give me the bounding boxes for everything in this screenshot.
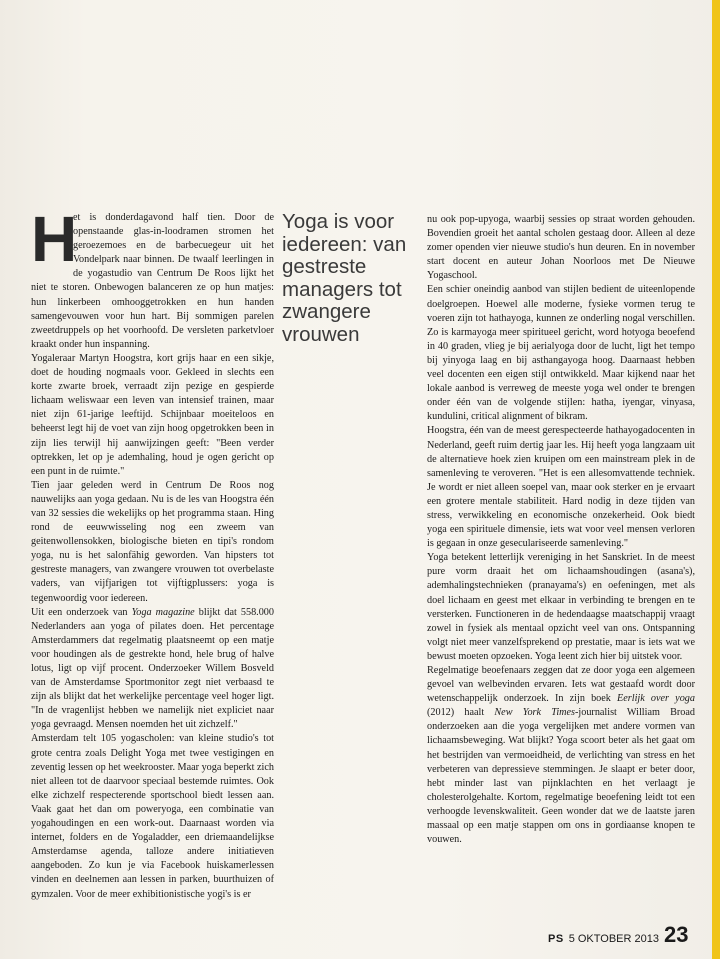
- article-paragraph: Tien jaar geleden werd in Centrum De Roos nog nauwelijks aan yoga gedaan. Nu is de les van Hoogstra één van 32 sessies die wekelijks op het programma staan. Hing rond de eeuwwisseling nog een zweem van geitenwollensokken, biologische bieten en tipi's rondom yoga, nu is het salonfähig geworden. Van hipsters tot gestreste managers, van zwangere vrouwen tot overbelaste vaders, van vijfjarigen tot vijftigplussers: yoga is tegenwoordig voor iedereen.: [31, 479, 274, 604]
- yellow-page-edge: [712, 0, 720, 959]
- article-paragraph: Hoogstra, één van de meest gerespecteerde hathayogadocenten in Nederland, geeft ruim dertig jaar les. Hij heeft yoga langzaam uit de alternatieve hoek zien kruipen om een mainstream plek in de samenleving te veroveren. "Het is een allesomvattende techniek. Je wordt er niet alleen soepel van, maar ook sterker en je ervaart een grotere mentale stabiliteit. Hard nodig in deze tijden van stress, verwikkeling en economische onzekerheid. Ook biedt yoga een spirituele dimensie, iets wat voor veel mensen verloren is gegaan in onze geseculariseerde samenleving.": [427, 425, 695, 550]
- article-paragraph: nu ook pop-upyoga, waarbij sessies op straat worden gehouden. Bovendien groeit het aantal scholen gestaag door. Alleen al deze zomer openden vier nieuwe studio's hun deuren. En in november start docent en auteur Johan Noorloos met De Nieuwe Yogaschool.: [427, 214, 695, 282]
- article-paragraph: Amsterdam telt 105 yogascholen: van kleine studio's tot grote centra zoals Delight Yoga met twee vestigingen en zeventig lessen op het weekrooster. Maar yoga beperkt zich niet alleen tot de daarvoor speciaal bestemde ruimtes. Ook elke zichzelf respecterende sportschool biedt lessen aan. Vaak gaat het dan om poweryoga, een combinatie van yogahoudingen en een work-out. Daarnaast worden via internet, folders en de Yogaladder, een driemaandelijkse Amsterdamse agenda, talloze andere initiatieven aangeboden. Zo kun je via Facebook huiskamerlessen vinden en deelnemen aan lessen in parken, buurthuizen of gymzalen. Voor de meer exhibitionistische yogi's is er: [31, 733, 274, 900]
- paragraph-text: -journalist William Broad onderzoeken aan die yoga vergelijken met andere vormen van lichaamsbeweging. Wat blijkt? Yoga scoort beter als het gaat om het bestrijden van vermoeidheid, de verlichting van stress en het verbeteren van depressieve stemmingen. Je slaapt er beter door, hebt minder last van pijnklachten en het verlaagt je cholesterolgehalte. Kortom, regelmatige beoefening leidt tot een verhoogde levenskwaliteit. Geen wonder dat we de laatste jaren massaal op een matje stappen om ons in gordiaanse knopen te vouwen.: [427, 707, 695, 846]
- article-column-right: [427, 213, 695, 847]
- article-column-left: [31, 203, 274, 902]
- paragraph-text: Regelmatige beoefenaars zeggen dat ze door yoga een algemeen gevoel van welbevinden ervaren. Iets wat gestaafd wordt door wetenschappelijk onderzoek. In zijn boek: [427, 665, 695, 705]
- page-footer: [548, 922, 688, 948]
- intro-text: et is donderdagavond half tien. Door de openstaande glas-in-loodramen stromen het geroezemoes en de barbecuegeur uit het Vondelpark naar binnen. De twaalf leerlingen in de yogastudio van Centrum De Roos lijkt het niet te storen. Onbewogen balanceren ze op hun matjes: hun linkerbeen omhooggetrokken en hun handen samengevouwen voor hun hart. Bij sommigen parelen zweetdruppels op het voorhoofd. De versleten parketvloer kraakt onder hun inspanning.: [31, 212, 274, 350]
- article-paragraph: Yoga betekent letterlijk vereniging in het Sanskriet. In de meest pure vorm draait het om lichaamshoudingen (asana's), ademhalingstechnieken (pranayama's) en oefeningen, met als doel lichaam en geest met elkaar in verbinding te brengen en te versterken. Functioneren in de hedendaagse maatschappij vraagt zowel in fysiek als mentaal opzicht veel van ons. Ontspanning volgt niet meer vanzelfsprekend op prestatie, maar is iets wat we bewust moeten opzoeken. Yoga leent zich hier bij uitstek voor.: [427, 552, 695, 662]
- paragraph-text: (2012) haalt: [427, 707, 495, 719]
- magazine-title: Yoga magazine: [131, 606, 195, 618]
- article-paragraph: [427, 664, 695, 847]
- drop-cap: H: [31, 203, 78, 275]
- article-paragraph: [31, 606, 274, 733]
- newspaper-title: New York Times: [494, 707, 576, 719]
- magazine-brand: PS: [548, 933, 564, 945]
- article-intro-paragraph: [31, 203, 274, 352]
- book-title: Eerlijk over yoga: [617, 693, 695, 705]
- pull-quote: Yoga is voor iedereen: van gestreste managers tot zwangere vrouwen: [282, 210, 407, 346]
- issue-date: 5 OKTOBER 2013: [568, 933, 659, 945]
- paragraph-text: Uit een onderzoek van: [31, 606, 132, 618]
- article-paragraph: Een schier oneindig aanbod van stijlen bedient de uiteenlopende doelgroepen. Hoewel alle moderne, fysieke vormen terug te voeren zijn tot hathayoga, kunnen ze onderling nogal verschillen. Zo is karmayoga meer spiritueel gericht, word hotyoga beoefend in 40 graden, vlieg je bij aerialyoga door de lucht, ligt het tempo bij yinyoga laag en bij asthangayoga hoog. Daarnaast hebben veel docenten een eigen stijl ontwikkeld. Maar kijkend naar het lokale aanbod is verreweg de meeste yoga wel onder te brengen onder één van de volgende stijlen: hatha, iyengar, vinyasa, kundulini, critical alignment of bikram.: [427, 284, 695, 423]
- paragraph-text: blijkt dat 558.000 Nederlanders aan yoga of pilates doen. Het percentage Amsterdammers dat regelmatig plaatsneemt op een matje voor houdingen als de gestrekte hond, hele brug of halve lotus, ligt op vijf procent. Onderzoeker Willem Bosveld van de Amsterdamse Sportmonitor zegt niet verbaasd te zijn als blijkt dat het werkelijke percentage veel hoger ligt. "In de vragenlijst hebben we namelijk niet expliciet naar yoga gevraagd. Mensen noemden het uit zichzelf.": [31, 606, 274, 731]
- article-paragraph: Yogaleraar Martyn Hoogstra, kort grijs haar en een sikje, doet de houding nogmaals voor. Gekleed in slechts een korte zwarte broek, verraadt zijn pezige en gespierde lichaam weliswaar een leven van intensief trainen, maar niet zijn 61-jarige leeftijd. Schijnbaar moeiteloos en beheerst legt hij de voet van zijn hoog opgetrokken been in zijn lies terwijl hij aanwijzingen geeft: "Been verder optrekken, let op je ademhaling, houd je ogen gericht op een punt in de ruimte.": [31, 352, 274, 477]
- page-number: 23: [663, 922, 689, 947]
